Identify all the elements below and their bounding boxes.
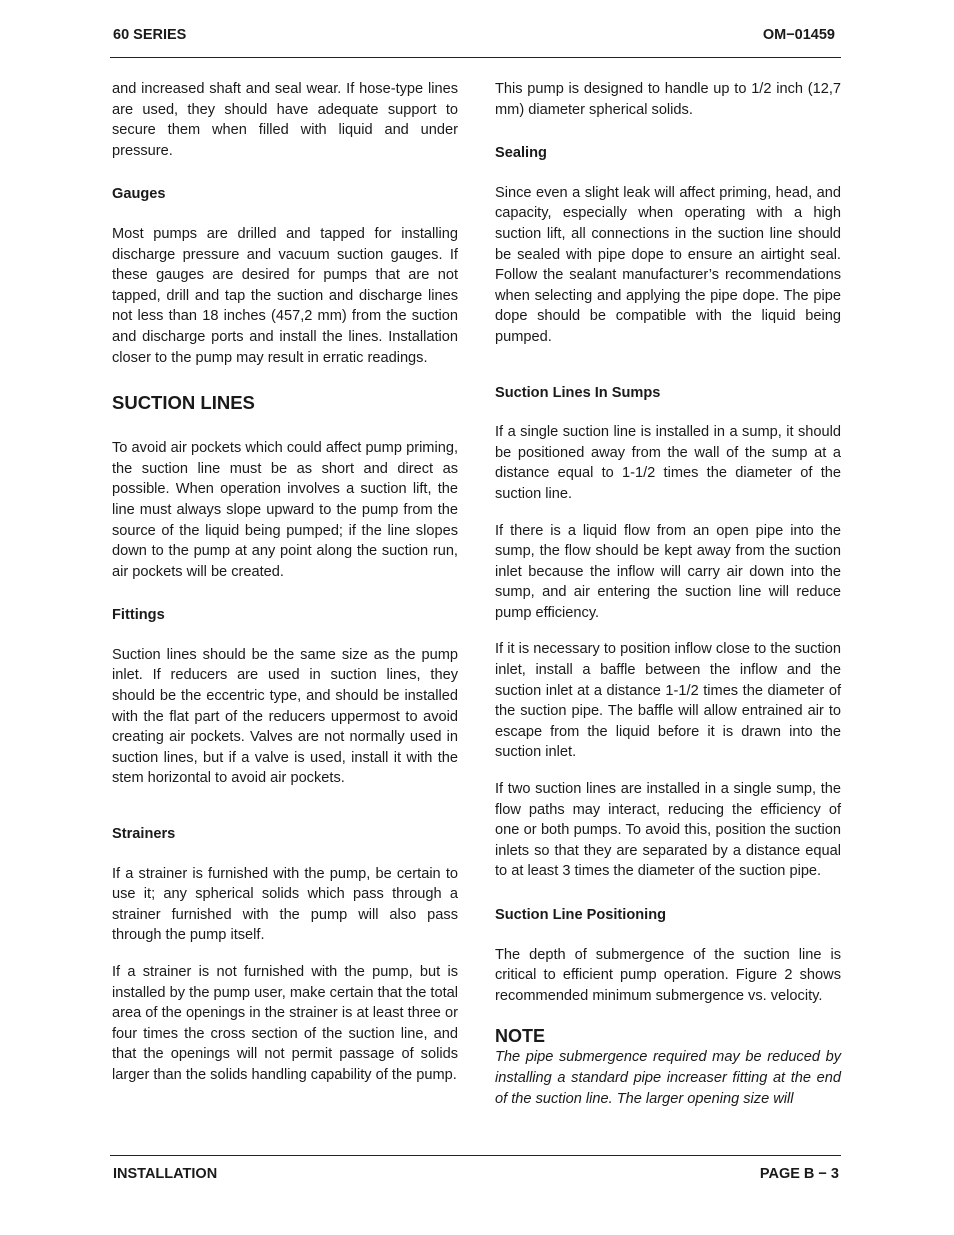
- right-column: [495, 79, 841, 1109]
- paragraph-suction-lines: To avoid air pockets which could affect pump priming, the suction line must be as short and direct as possible. When operation involves a suction lift, the line must always slope upward to the pump from the source of the liquid being pumped; if the line slopes down to the pump at any point along the suction run, air pockets will be created.: [112, 440, 458, 580]
- paragraph-strainers-1: If a strainer is furnished with the pump, be certain to use it; any spherical solids which pass through a strainer furnished with the pump will also pass through the pump itself.: [112, 865, 458, 944]
- heading-strainers: Strainers: [112, 826, 176, 843]
- footer-page-number: PAGE B − 3: [759, 1166, 839, 1182]
- heading-fittings: Fittings: [112, 607, 165, 624]
- heading-sealing: Sealing: [495, 145, 547, 162]
- paragraph-fittings: Suction lines should be the same size as the pump inlet. If reducers are used in suction lines, they should be the eccentric type, and should be installed with the flat part of the reducers uppermost to avoid creating air pockets. Valves are not normally used in suction lines, but if a valve is used, install it with the stem horizontal to avoid air pockets.: [112, 646, 458, 787]
- header-series: 60 SERIES: [113, 27, 187, 43]
- paragraph-sumps-4: If two suction lines are installed in a single sump, the flow paths may interact, reducing the efficiency of one or both pumps. To avoid this, position the suction inlets so that they are separated by a distance equal to at least 3 times the diameter of the suction pipe.: [495, 781, 841, 880]
- footer-rule: [110, 1155, 841, 1156]
- paragraph-sumps-2: If there is a liquid flow from an open pipe into the sump, the flow should be kept away from the suction inlet because the inflow will carry air down into the sump, and air entering the suction line will reduce pump efficiency.: [495, 522, 841, 621]
- paragraph-intro-left: and increased shaft and seal wear. If hose-type lines are used, they should have adequate support to secure them when filled with liquid and under pressure.: [112, 81, 458, 159]
- heading-suction-lines-in-sumps: Suction Lines In Sumps: [495, 384, 661, 401]
- paragraph-sealing: Since even a slight leak will affect priming, head, and capacity, especially when operating with a high suction lift, all connections in the suction line should be sealed with pipe dope to ensure an airtight seal. Follow the sealant manufacturer’s recommendations when selecting and applying the pipe dope. The pipe dope should be compatible with the liquid being pumped.: [495, 184, 841, 345]
- paragraph-sumps-1: If a single suction line is installed in a sump, it should be positioned away from the wall of the sump at a distance equal to 1-1/2 times the diameter of the suction line.: [495, 424, 841, 502]
- paragraph-strainers-2: If a strainer is not furnished with the pump, but is installed by the pump user, make certain that the total area of the openings in the strainer is at least three or four times the cross section of the suction line, and that the openings will not permit passage of solids larger than the solids handling capability of the pump.: [112, 964, 458, 1083]
- header-rule: [110, 57, 841, 58]
- note-text: The pipe submergence required may be reduced by installing a standard pipe increaser fitting at the end of the suction line. The larger opening size will: [495, 1049, 841, 1107]
- paragraph-intro-right: This pump is designed to handle up to 1/2 inch (12,7 mm) diameter spherical solids.: [495, 81, 841, 118]
- paragraph-sumps-3: If it is necessary to position inflow close to the suction inlet, install a baffle between the inflow and the suction inlet at a distance 1-1/2 times the diameter of the suction pipe. The baffle will allow entrained air to escape from the liquid before it is drawn into the suction inlet.: [495, 641, 841, 761]
- paragraph-positioning: The depth of submergence of the suction line is critical to efficient pump operation. Figure 2 shows recommended minimum submergence vs. velocity.: [495, 946, 841, 1004]
- left-column: [112, 79, 458, 1086]
- heading-suction-lines: SUCTION LINES: [112, 392, 255, 414]
- footer-section: INSTALLATION: [113, 1166, 218, 1182]
- heading-suction-line-positioning: Suction Line Positioning: [495, 907, 667, 923]
- header-doc-number: OM−01459: [762, 27, 835, 43]
- heading-gauges: Gauges: [112, 186, 166, 203]
- paragraph-gauges: Most pumps are drilled and tapped for installing discharge pressure and vacuum suction gauges. If these gauges are desired for pumps that are not tapped, drill and tap the suction and discharge lines not less than 18 inches (457,2 mm) from the suction and discharge ports and install the lines. Installation closer to the pump may result in erratic readings.: [112, 225, 458, 366]
- note-heading: NOTE: [495, 1026, 546, 1047]
